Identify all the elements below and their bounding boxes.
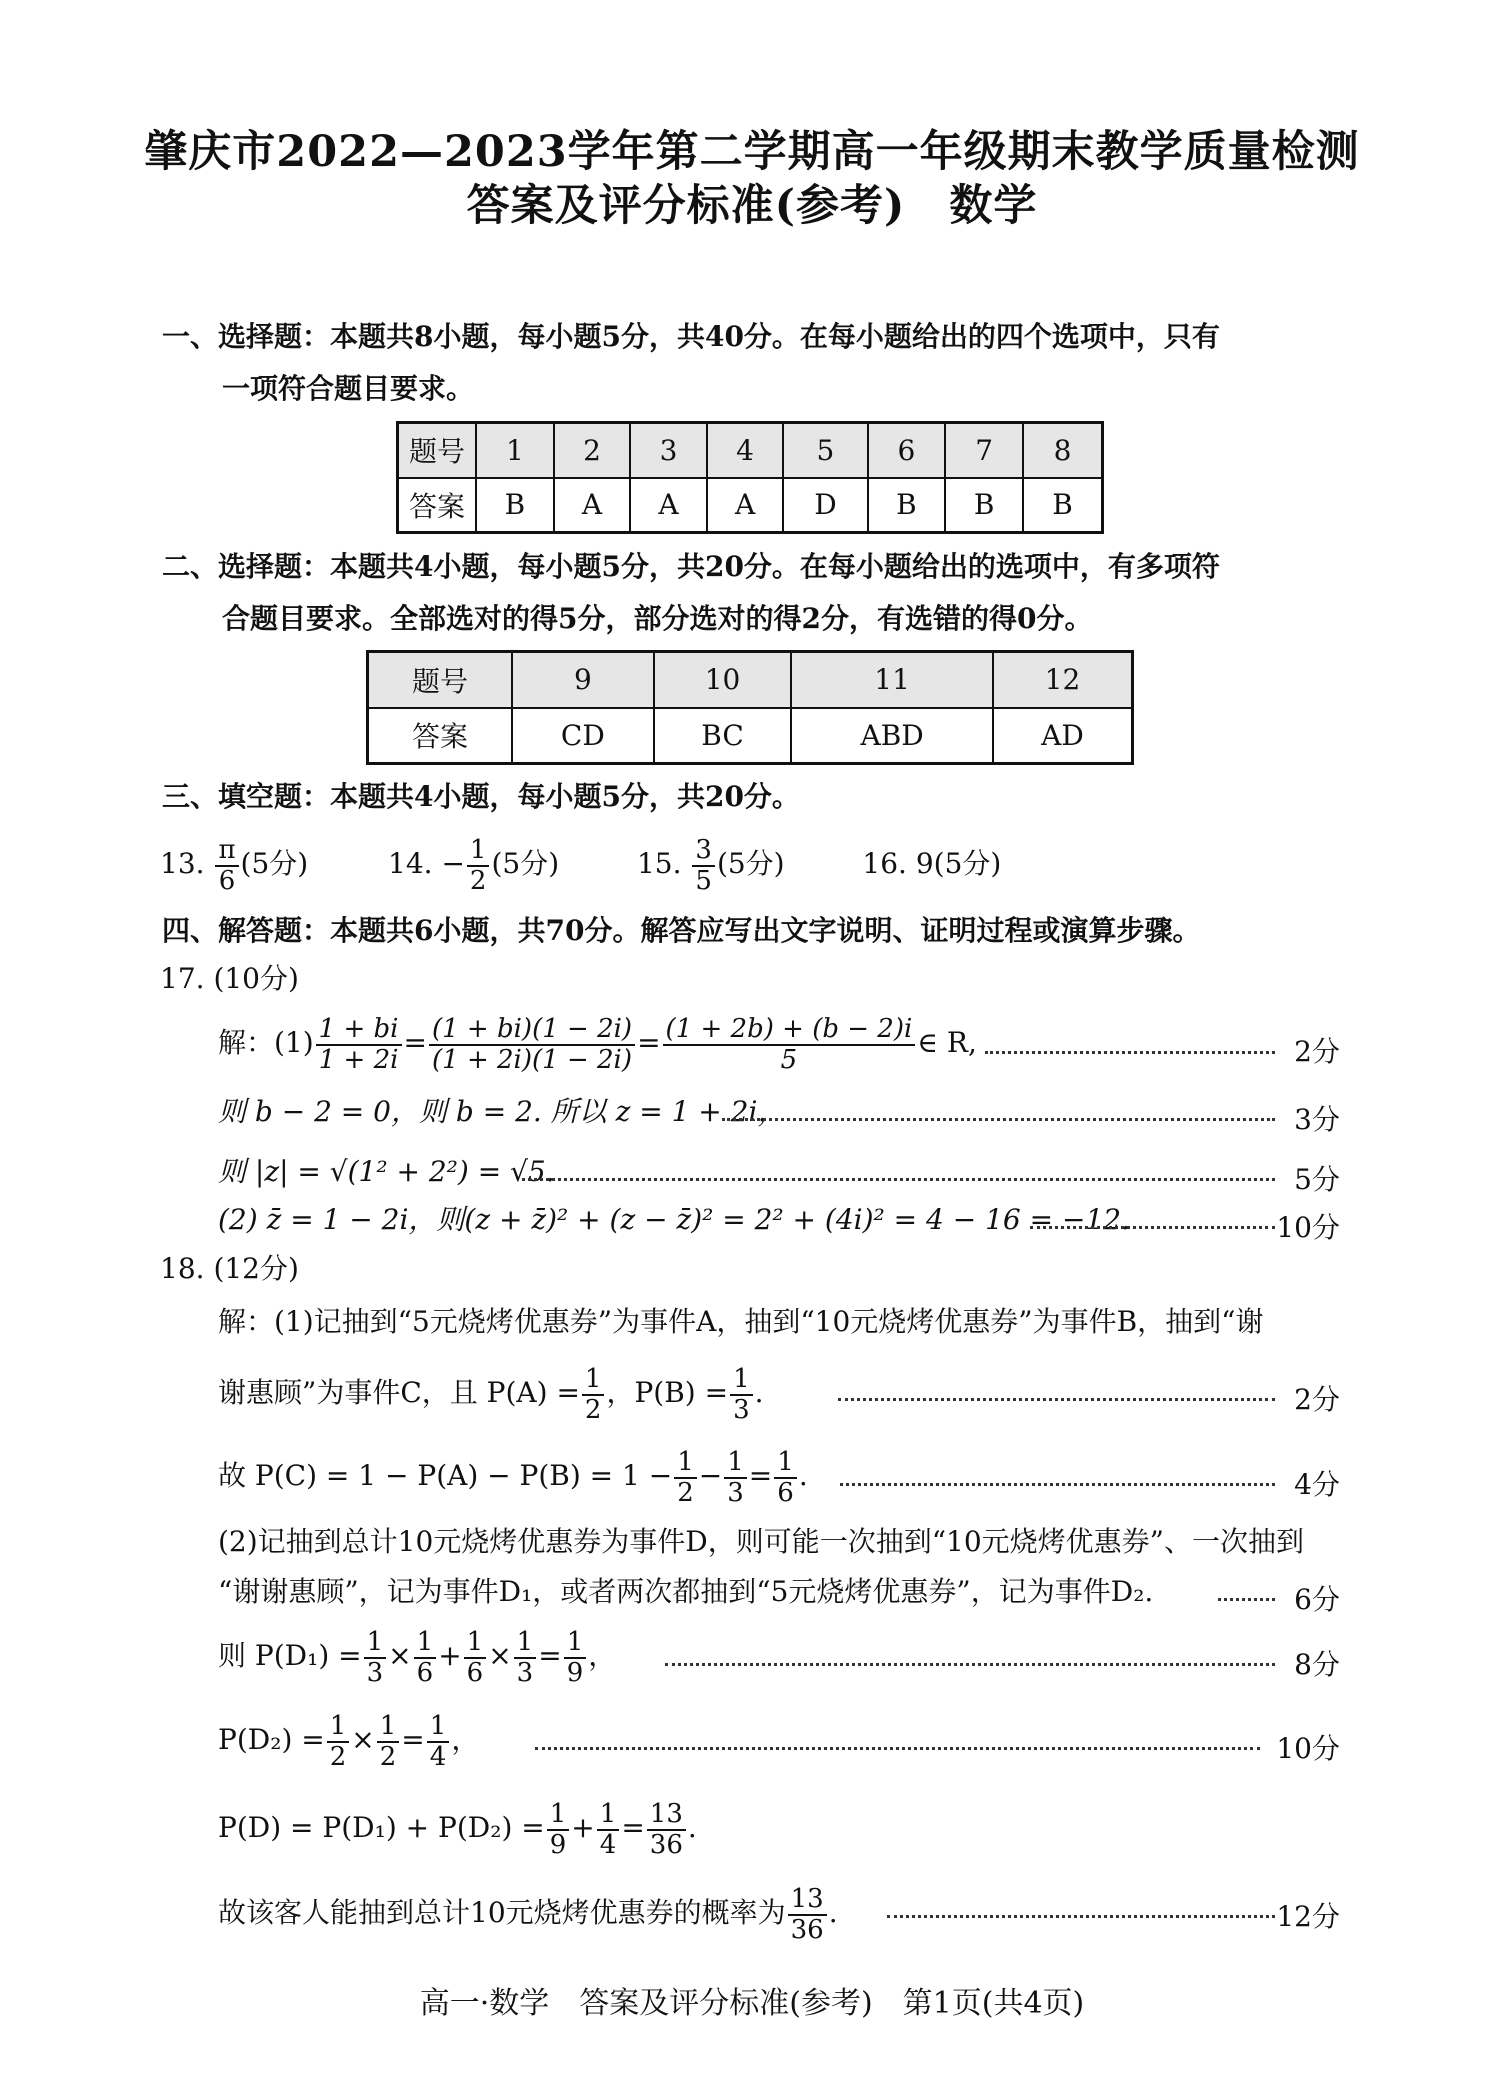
frac (547, 1800, 570, 1859)
q17-frac3-den: 5 (780, 1044, 798, 1075)
q16-answer: 9(5分) (915, 847, 1002, 881)
frac-den: 2 (329, 1741, 347, 1772)
frac-num: 1 (674, 1448, 697, 1479)
frac (364, 1628, 387, 1687)
frac (724, 1448, 747, 1507)
row-label-answer: 答案 (368, 708, 513, 764)
frac-num: 13 (788, 1885, 827, 1916)
q-number: 8 (1023, 423, 1103, 478)
q18-line9-text: 故该客人能抽到总计10元烧烤优惠券的概率为 (218, 1896, 786, 1930)
frac-num: 1 (427, 1712, 450, 1743)
frac (597, 1800, 620, 1859)
q14-denominator: 2 (469, 865, 487, 896)
q17-header (160, 962, 299, 995)
prob-c-fraction (774, 1448, 797, 1507)
section2-heading-cont: 合题目要求。全部选对的得5分，部分选对的得2分，有选错的得0分。 (222, 602, 1093, 635)
q17-line2: 则 b − 2 = 0，则 b = 2. 所以 z = 1 + 2i， (218, 1095, 786, 1128)
answer-cell: B (1023, 478, 1103, 533)
dot-leader (722, 1118, 1275, 1121)
answer-cell: CD (512, 708, 654, 764)
score-label: 10分 (1276, 1211, 1340, 1244)
frac-num: 1 (414, 1628, 437, 1659)
row-label-number: 题号 (368, 652, 513, 708)
section1-answer-table (396, 421, 1104, 534)
frac-num: 1 (377, 1712, 400, 1743)
frac (514, 1628, 537, 1687)
frac (674, 1448, 697, 1507)
q14-sign: − (441, 847, 465, 881)
section4-heading: 四、解答题：本题共6小题，共70分。解答应写出文字说明、证明过程或演算步骤。 (162, 914, 1201, 947)
frac-den: 3 (516, 1657, 534, 1688)
frac-num: 1 (582, 1365, 605, 1396)
q18-line6-text: 则 P(D₁) = (218, 1639, 362, 1673)
q17-points: (10分) (213, 962, 299, 995)
q18-points: (12分) (213, 1252, 299, 1285)
q18-line3-text: 故 P(C) = 1 − P(A) − P(B) = 1 − (218, 1459, 673, 1493)
q15-numerator: 3 (692, 836, 715, 867)
q18-line5: “谢谢惠顾”，记为事件D₁，或者两次都抽到“5元烧烤优惠券”，记为事件D₂. (218, 1575, 1154, 1608)
q17-frac3-num: (1 + 2b) + (b − 2)i (663, 1015, 916, 1046)
q14-numerator: 1 (467, 836, 490, 867)
score-label: 8分 (1294, 1648, 1340, 1681)
frac-den: 6 (416, 1657, 434, 1688)
score-label: 10分 (1276, 1732, 1340, 1765)
q13-points: (5分) (240, 847, 309, 881)
section3-heading: 三、填空题：本题共4小题，每小题5分，共20分。 (162, 780, 800, 813)
score-label: 12分 (1276, 1900, 1340, 1933)
q18-line8: P(D) = P(D₁) + P(D₂) = $\frac{1}{9}$ + $\frac{1}{4}$ = $\frac{13}{36}$ . (218, 1799, 697, 1860)
q15-denominator: 5 (695, 865, 712, 896)
q18-line2-mid: ，P(B) = (606, 1376, 729, 1410)
q16-number: 16. (862, 847, 907, 881)
score-label: 3分 (1294, 1103, 1340, 1136)
q-number: 11 (791, 652, 993, 708)
frac-den: 2 (379, 1741, 397, 1772)
page-subtitle: 答案及评分标准(参考) 数学 (466, 181, 1038, 231)
section2-heading: 二、选择题：本题共4小题，每小题5分，共20分。在每小题给出的选项中，有多项符 (162, 550, 1220, 583)
q17-frac2-den: (1 + 2i)(1 − 2i) (432, 1044, 633, 1075)
frac-den: 9 (549, 1829, 567, 1860)
dot-leader (1218, 1598, 1275, 1601)
q-number: 4 (707, 423, 784, 478)
prob-a-fraction (582, 1365, 605, 1424)
frac-num: 1 (597, 1800, 620, 1831)
frac-num: 1 (464, 1628, 487, 1659)
score-label: 2分 (1294, 1383, 1340, 1416)
frac-num: 1 (724, 1448, 747, 1479)
q17-line4: (2) z̄ = 1 − 2i，则(z + z̄)² + (z − z̄)² = 2² + (4i)² = 4 − 16 = −12. (218, 1203, 1130, 1236)
dot-leader (887, 1915, 1275, 1918)
frac-den: 2 (584, 1394, 602, 1425)
q17-line1-prefix: 解：(1) (218, 1026, 314, 1060)
answer-cell: B (868, 478, 946, 533)
q18-line2: 谢惠顾”为事件C，且 P(A) = $\frac{1}{2}$ ，P(B) = $\frac{1}{3}$ . (218, 1364, 764, 1425)
prob-d-fraction (647, 1800, 686, 1859)
frac-den: 3 (727, 1477, 744, 1508)
q17-line1-tail: ∈ R, (917, 1026, 977, 1060)
frac (327, 1712, 350, 1771)
frac-num: 13 (647, 1800, 686, 1831)
q-number: 10 (654, 652, 792, 708)
q13-number: 13. (160, 847, 205, 881)
q17-frac1-num: 1 + bi (316, 1015, 402, 1046)
q13-denominator: 6 (218, 865, 236, 896)
frac (414, 1628, 437, 1687)
q17-number: 17. (160, 962, 205, 995)
answer-cell: BC (654, 708, 792, 764)
dot-leader (1030, 1226, 1275, 1229)
frac-num: 1 (730, 1365, 753, 1396)
score-label: 2分 (1294, 1035, 1340, 1068)
frac (377, 1712, 400, 1771)
q-number: 5 (783, 423, 867, 478)
prob-d2-fraction (427, 1712, 450, 1771)
q18-line3: 故 P(C) = 1 − P(A) − P(B) = 1 − $\frac{1}{2}$ − $\frac{1}{3}$ = $\frac{1}{6}$ . (218, 1447, 808, 1508)
q14-number: 14. (388, 847, 433, 881)
frac-num: 1 (327, 1712, 350, 1743)
frac-den: 6 (777, 1477, 794, 1508)
score-label: 5分 (1294, 1163, 1340, 1196)
answer-cell: A (707, 478, 784, 533)
answer-cell: ABD (791, 708, 993, 764)
q18-line7: P(D₂) = $\frac{1}{2}$ × $\frac{1}{2}$ = $\frac{1}{4}$ ， (218, 1711, 480, 1772)
dot-leader (838, 1398, 1275, 1401)
q17-frac3 (663, 1015, 916, 1074)
q14-points: (5分) (491, 847, 560, 881)
q-number: 2 (554, 423, 631, 478)
q17-frac1 (316, 1015, 402, 1074)
q-number: 3 (630, 423, 707, 478)
frac-den: 9 (566, 1657, 584, 1688)
frac-num: 1 (547, 1800, 570, 1831)
frac (464, 1628, 487, 1687)
frac-num: 1 (514, 1628, 537, 1659)
row-label-answer: 答案 (398, 478, 477, 533)
frac-num: 1 (774, 1448, 797, 1479)
frac-num: 1 (364, 1628, 387, 1659)
q17-frac2 (429, 1015, 635, 1074)
q17-line1: 解：(1) $\frac{1 + bi}{1 + 2i}$ = $\frac{(1 + bi)(1 - 2i)}{(1 + 2i)(1 - 2i)}$ = $\frac{(1 + 2b) + (b - 2)i}{5}$ ∈ R, (218, 1014, 977, 1075)
row-label-number: 题号 (398, 423, 477, 478)
q18-header (160, 1252, 299, 1285)
fill-in-answers (160, 836, 1001, 895)
frac-den: 2 (677, 1477, 694, 1508)
q15-number: 15. (636, 847, 682, 881)
q17-frac1-den: 1 + 2i (318, 1044, 399, 1075)
q18-number: 18. (160, 1252, 205, 1285)
q17-line3: 则 |z| = √(1² + 2²) = √5. (218, 1155, 555, 1188)
q18-line6: 则 P(D₁) = $\frac{1}{3}$ × $\frac{1}{6}$ + $\frac{1}{6}$ × $\frac{1}{3}$ = $\frac{1}{9}$ ， (218, 1627, 617, 1688)
q14-fraction (467, 836, 490, 895)
frac-den: 4 (599, 1829, 617, 1860)
dot-leader (840, 1483, 1275, 1486)
q18-line9: 故该客人能抽到总计10元烧烤优惠券的概率为 $\frac{13}{36}$ . (218, 1884, 838, 1945)
score-label: 4分 (1294, 1468, 1340, 1501)
q15-points: (5分) (716, 847, 785, 881)
frac-den: 36 (790, 1914, 824, 1945)
frac-den: 36 (649, 1829, 683, 1860)
dot-leader (985, 1051, 1275, 1054)
section1-heading-cont: 一项符合题目要求。 (222, 372, 475, 405)
q17-frac2-num: (1 + bi)(1 − 2i) (429, 1015, 635, 1046)
q-number: 1 (476, 423, 554, 478)
answer-cell: A (630, 478, 707, 533)
q-number: 7 (945, 423, 1023, 478)
answer-cell: A (554, 478, 631, 533)
answer-cell: AD (993, 708, 1133, 764)
q18-line4: (2)记抽到总计10元烧烤优惠券为事件D，则可能一次抽到“10元烧烤优惠券”、一次抽到 (218, 1525, 1305, 1558)
section2-answer-table (366, 650, 1134, 765)
frac-den: 6 (466, 1657, 484, 1688)
q18-line1: 解：(1)记抽到“5元烧烤优惠券”为事件A，抽到“10元烧烤优惠券”为事件B，抽到“谢 (218, 1305, 1264, 1338)
frac-den: 3 (733, 1394, 750, 1425)
q-number: 12 (993, 652, 1133, 708)
page-title: 肇庆市2022—2023学年第二学期高一年级期末教学质量检测 (144, 127, 1360, 177)
score-label: 6分 (1294, 1583, 1340, 1616)
q-number: 9 (512, 652, 654, 708)
q18-line7-text: P(D₂) = (218, 1723, 325, 1757)
section1-heading: 一、选择题：本题共8小题，每小题5分，共40分。在每小题给出的四个选项中，只有 (162, 320, 1220, 353)
prob-b-fraction (730, 1365, 753, 1424)
q15-fraction (692, 836, 715, 895)
frac-den: 3 (366, 1657, 384, 1688)
frac-den: 4 (429, 1741, 447, 1772)
frac-num: 1 (564, 1628, 587, 1659)
page-footer: 高一·数学 答案及评分标准(参考) 第1页(共4页) (419, 1986, 1085, 2021)
dot-leader (535, 1747, 1260, 1750)
prob-d1-fraction (564, 1628, 587, 1687)
q-number: 6 (868, 423, 946, 478)
answer-cell: B (476, 478, 554, 533)
q18-line2-text: 谢惠顾”为事件C，且 P(A) = (218, 1376, 580, 1410)
answer-cell: B (945, 478, 1023, 533)
q13-fraction (215, 836, 238, 895)
dot-leader (665, 1663, 1275, 1666)
answer-cell: D (783, 478, 867, 533)
dot-leader (522, 1178, 1275, 1181)
q18-line8-text: P(D) = P(D₁) + P(D₂) = (218, 1811, 545, 1845)
q13-numerator: π (215, 836, 238, 867)
final-probability-fraction (788, 1885, 827, 1944)
